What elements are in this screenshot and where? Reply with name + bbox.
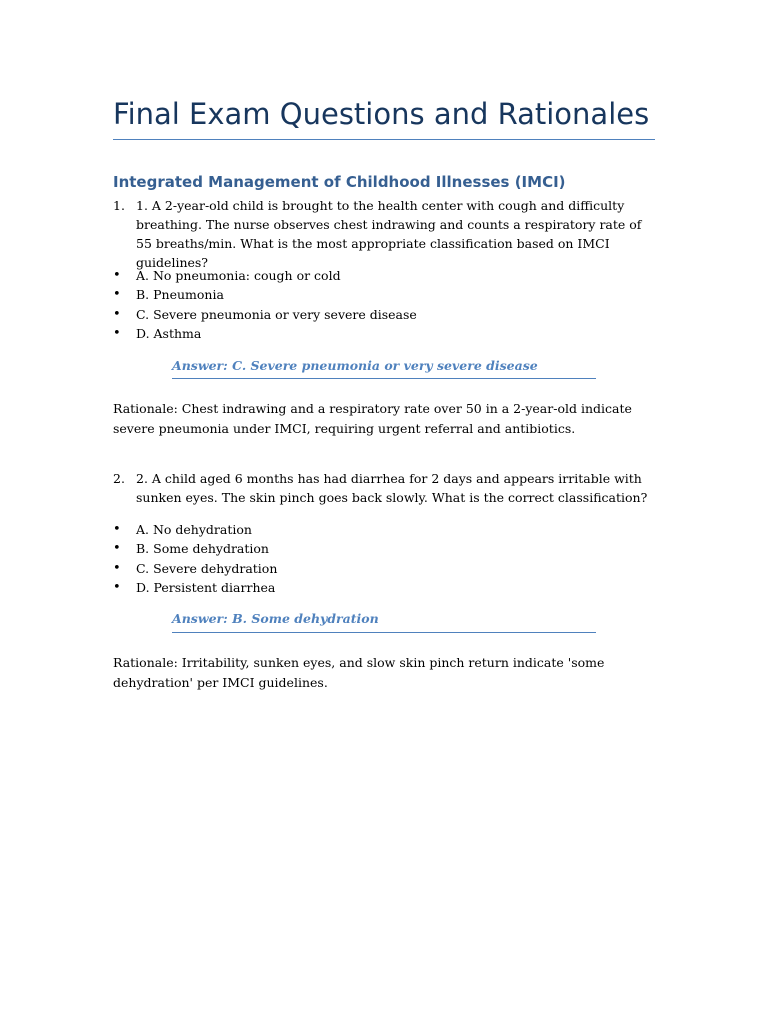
question-1: [113, 196, 655, 272]
question-2: [113, 469, 655, 507]
option-label: B. Some dehydration: [136, 541, 269, 557]
bullet-icon: •: [113, 306, 121, 322]
title-underline: [113, 139, 655, 140]
bullet-icon: •: [113, 287, 121, 303]
question-2-rationale: Rationale: Irritability, sunken eyes, and slow skin pinch return indicate 'some dehydration' per IMCI guidelines.: [113, 655, 605, 690]
question-1-rationale: Rationale: Chest indrawing and a respiratory rate over 50 in a 2-year-old indicate severe pneumonia under IMCI, requiring urgent referral and antibiotics.: [113, 401, 632, 436]
question-1-text: 1. A 2-year-old child is brought to the health center with cough and difficulty breathing. The nurse observes chest indrawing and counts a respiratory rate of 55 breaths/min. What is the most appropriate classification based on IMCI guidelines?: [136, 198, 642, 270]
bullet-icon: •: [113, 541, 121, 557]
section-heading: Integrated Management of Childhood Illnesses (IMCI): [113, 173, 566, 191]
option-label: D. Persistent diarrhea: [136, 579, 276, 595]
question-2-text: 2. A child aged 6 months has had diarrhea for 2 days and appears irritable with sunken eyes. The skin pinch goes back slowly. What is the correct classification?: [136, 471, 648, 505]
option-label: C. Severe dehydration: [136, 560, 278, 576]
question-1-options: [113, 266, 655, 343]
list-item: [113, 520, 655, 539]
list-item: [113, 578, 655, 597]
bullet-icon: •: [113, 325, 121, 341]
answer-2-underline: [172, 632, 596, 633]
question-2-answer: Answer: B. Some dehydration: [172, 611, 379, 626]
question-2-options: [113, 520, 655, 597]
question-1-answer: Answer: C. Severe pneumonia or very severe disease: [172, 358, 538, 373]
option-label: A. No dehydration: [136, 522, 252, 537]
list-item: [113, 539, 655, 558]
answer-1-underline: [172, 378, 596, 379]
document-title: Final Exam Questions and Rationales: [113, 97, 650, 131]
option-label: D. Asthma: [136, 325, 202, 341]
list-item: [113, 266, 655, 285]
bullet-icon: •: [113, 268, 121, 283]
option-label: B. Pneumonia: [136, 287, 224, 303]
list-item: [113, 285, 655, 304]
list-item: [113, 324, 655, 343]
question-2-number: 2.: [113, 471, 125, 486]
option-label: A. No pneumonia: cough or cold: [136, 268, 341, 283]
bullet-icon: •: [113, 560, 121, 576]
bullet-icon: •: [113, 579, 121, 595]
list-item: [113, 559, 655, 578]
question-1-number: 1.: [113, 198, 125, 213]
option-label: C. Severe pneumonia or very severe disease: [136, 306, 417, 322]
bullet-icon: •: [113, 522, 121, 537]
list-item: [113, 305, 655, 324]
